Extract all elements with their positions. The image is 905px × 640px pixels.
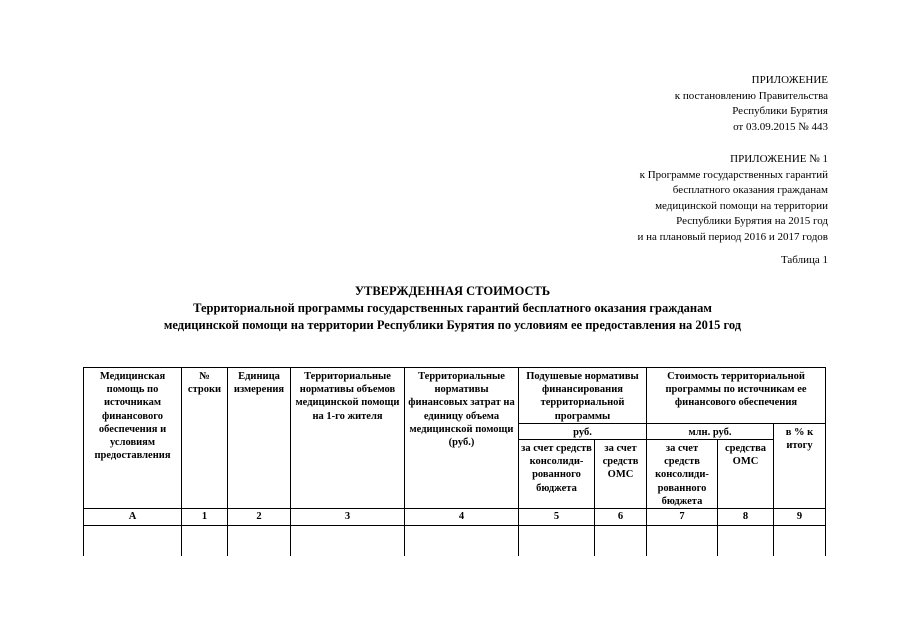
table-cell — [291, 526, 405, 557]
annex1-line: к Программе государственных гарантий — [639, 168, 828, 181]
title-line: Территориальной программы государственных гарантий бесплатного оказания гражданам — [193, 301, 712, 315]
title-line: медицинской помощи на территории Республики Бурятия по условиям ее предоставления на 2015 год — [163, 318, 742, 332]
header-budget-mln: за счет средств консолиди-рованного бюджета — [647, 440, 718, 509]
annex1-line: медицинской помощи на территории — [655, 199, 828, 212]
header-oms-rub: за счет средств ОМС — [595, 440, 647, 509]
annex1-line: и на плановый период 2016 и 2017 годов — [637, 230, 828, 243]
table-label: Таблица 1 — [780, 254, 828, 266]
column-number: 7 — [647, 509, 718, 526]
header-per-capita: Подушевые нормативы финансирования территориальной программы — [519, 368, 647, 424]
table-cell — [405, 526, 519, 557]
header-unit: Единица измерения — [228, 368, 291, 509]
document-title — [0, 283, 905, 334]
annex1-line: ПРИЛОЖЕНИЕ № 1 — [730, 153, 828, 165]
table-cell — [595, 526, 647, 557]
table-cell — [519, 526, 595, 557]
column-number: 3 — [291, 509, 405, 526]
header-oms-mln: средства ОМС — [718, 440, 774, 509]
cost-table — [83, 367, 826, 556]
header-unit-rub: руб. — [519, 423, 647, 439]
table-cell — [774, 526, 826, 557]
annex-line: ПРИЛОЖЕНИЕ — [751, 74, 828, 86]
header-volume-norms: Территориальные нормативы объемов медицинской помощи на 1-го жителя — [291, 368, 405, 509]
header-unit-mln: млн. руб. — [647, 423, 774, 439]
header-percent: в % к итогу — [774, 423, 826, 508]
column-number: 6 — [595, 509, 647, 526]
annex1-line: Республики Бурятия на 2015 год — [676, 215, 828, 228]
table-cell — [84, 526, 182, 557]
annex-line: к постановлению Правительства — [674, 89, 828, 102]
column-number: 5 — [519, 509, 595, 526]
column-number: 2 — [228, 509, 291, 526]
title-line: УТВЕРЖДЕННАЯ СТОИМОСТЬ — [354, 284, 551, 298]
table-cell — [228, 526, 291, 557]
column-number: 9 — [774, 509, 826, 526]
header-care-type: Медицинская помощь по источникам финансового обеспечения и условиям предоставления — [84, 368, 182, 509]
column-number: 8 — [718, 509, 774, 526]
table-cell — [647, 526, 718, 557]
column-number: А — [84, 509, 182, 526]
annex-header — [675, 73, 828, 135]
header-cost-norms: Территориальные нормативы финансовых затрат на единицу объема медицинской помощи (руб.) — [405, 368, 519, 509]
column-number: 4 — [405, 509, 519, 526]
table-cell — [718, 526, 774, 557]
header-row-number: № строки — [182, 368, 228, 509]
annex-line: Республики Бурятия — [732, 105, 828, 118]
table-row — [84, 526, 826, 557]
annex-line: от 03.09.2015 № 443 — [733, 120, 828, 133]
annex1-header — [637, 152, 828, 246]
header-budget-rub: за счет средств консолиди-рованного бюджета — [519, 440, 595, 509]
annex1-line: бесплатного оказания гражданам — [672, 184, 828, 197]
table-cell — [182, 526, 228, 557]
header-program-cost: Стоимость территориальной программы по источникам ее финансового обеспечения — [647, 368, 826, 424]
column-number: 1 — [182, 509, 228, 526]
